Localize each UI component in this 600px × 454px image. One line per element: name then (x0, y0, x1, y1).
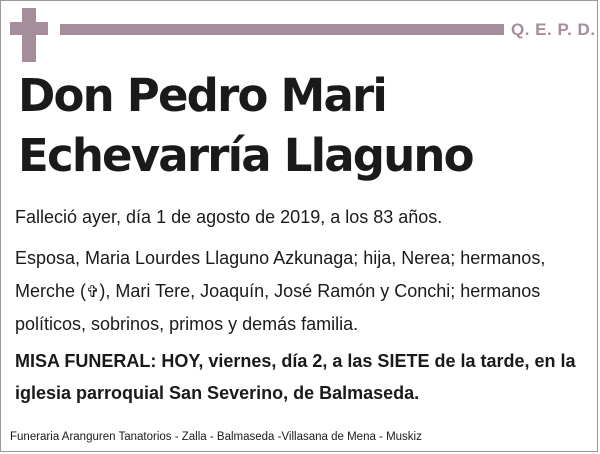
funeral-mass-notice: MISA FUNERAL: HOY, viernes, día 2, a las SIETE de la tarde, en la iglesia parroquial San Severino, de Balmaseda. (15, 351, 576, 403)
death-notice: Falleció ayer, día 1 de agosto de 2019, a los 83 años. (15, 207, 443, 227)
header-rule (60, 24, 504, 35)
deceased-name-line1: Don Pedro Mari (18, 69, 387, 122)
family-list-part1: Esposa, Maria Lourdes Llaguno Azkunaga; hija, Nerea; hermanos, Merche ( (15, 248, 546, 301)
funeral-home-footer: Funeraria Aranguren Tanatorios - Zalla - Balmaseda -Villasana de Mena - Muskiz (10, 431, 422, 443)
cross-icon-horizontal (10, 22, 48, 35)
deceased-name (18, 66, 588, 186)
deceased-cross-icon: ✞ (86, 282, 100, 301)
deceased-name-line2: Echevarría Llaguno (18, 129, 473, 182)
qepd-label: Q. E. P. D. (511, 20, 596, 39)
family-list-part2: ), Mari Tere, Joaquín, José Ramón y Conchi; hermanos políticos, sobrinos, primos y demás familia. (15, 281, 541, 334)
cross-icon-vertical (22, 8, 36, 62)
family-list (15, 242, 590, 341)
